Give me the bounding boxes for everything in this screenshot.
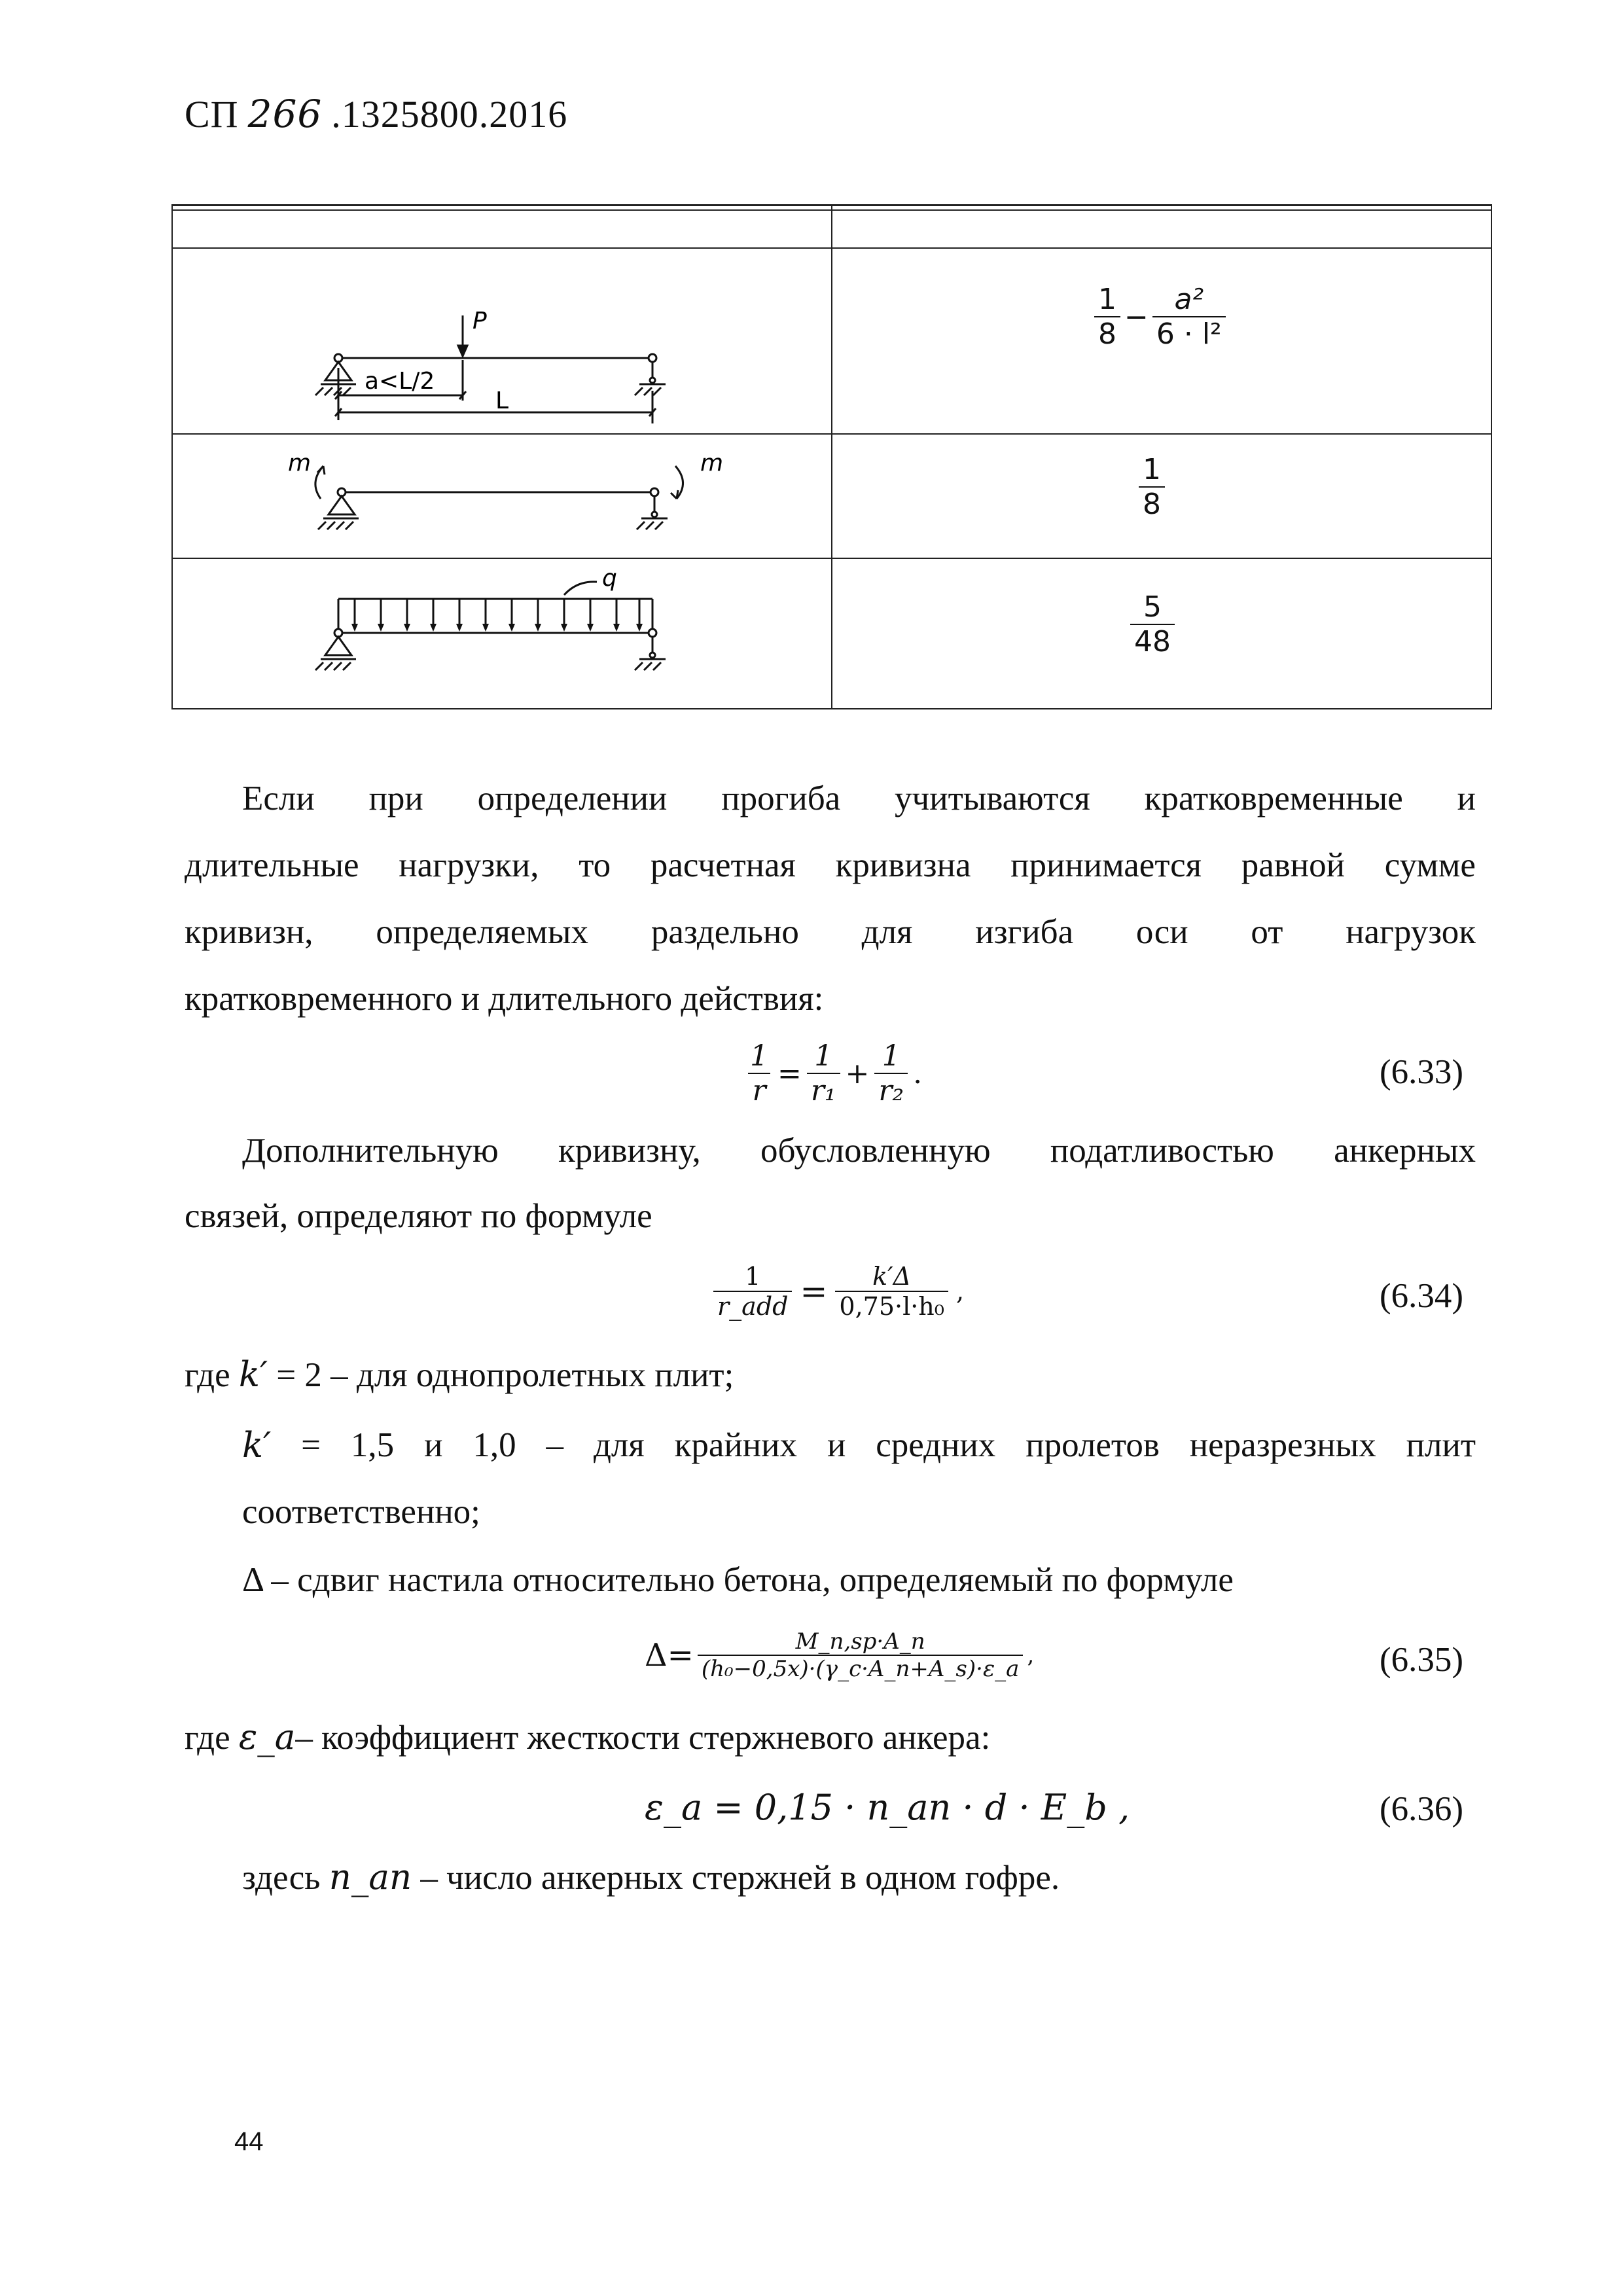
paragraph1-line1: Если при определении прогиба учитываются кратковременные и bbox=[242, 780, 1476, 817]
minus-sign: − bbox=[1124, 300, 1149, 334]
deflection-coefficient-table bbox=[171, 204, 1492, 709]
frac2-den: 6 · l² bbox=[1152, 316, 1226, 351]
beam-uniform-load-diagram bbox=[302, 561, 760, 706]
paragraph1-line4: кратковременного и длительного действия: bbox=[185, 980, 824, 1018]
coefficient-row1 bbox=[1094, 283, 1226, 351]
coefficient-row2 bbox=[1139, 453, 1165, 521]
equation-number-6-34: (6.34) bbox=[1380, 1277, 1464, 1315]
frac1-num: 1 bbox=[1098, 283, 1116, 316]
coefficient-row3 bbox=[1130, 590, 1175, 658]
span-label: L bbox=[495, 387, 509, 414]
frac-den: 8 bbox=[1139, 486, 1165, 521]
equation-6-35: Δ= $\frac{M\_n,sp\cdot A\_n}{\text{(h₀−0,5x)·(γ\_c·A\_n+A\_s)·ε\_a}}$ , bbox=[645, 1628, 1035, 1682]
paragraph1-line2: длительные нагрузки, то расчетная кривизна принимается равной сумме bbox=[185, 846, 1476, 884]
frac-num: 1 bbox=[1143, 453, 1161, 486]
load-label-p: P bbox=[473, 308, 487, 334]
offset-label: a<L/2 bbox=[365, 368, 435, 395]
equation-number-6-35: (6.35) bbox=[1380, 1641, 1464, 1679]
page-number: 44 bbox=[234, 2127, 264, 2156]
load-label-q: q bbox=[602, 565, 617, 592]
equation-number-6-36: (6.36) bbox=[1380, 1790, 1464, 1828]
paragraph1-line3: кривизн, определяемых раздельно для изгиба оси от нагрузок bbox=[185, 913, 1476, 951]
definition-k-single-span: где k′ = 2 – для однопролетных плит; bbox=[185, 1355, 734, 1395]
frac1-den: 8 bbox=[1094, 316, 1120, 351]
beam-point-load-diagram bbox=[302, 250, 760, 430]
definition-epsilon: где ε_a– коэффициент жесткости стержневого анкера: bbox=[185, 1717, 991, 1757]
handwritten-number: 266 bbox=[247, 92, 323, 136]
definition-k-continuous-line2: соответственно; bbox=[242, 1493, 480, 1531]
definition-k-continuous-line1: k′ = 1,5 и 1,0 – для крайних и средних пролетов неразрезных плит bbox=[242, 1426, 1476, 1465]
equation-6-33: $\frac{1}{r}$ = $\frac{1}{\text{r₁}}$ + $\frac{1}{\text{r₂}}$ . bbox=[746, 1039, 922, 1107]
frac-den: 48 bbox=[1130, 624, 1175, 658]
code-suffix: .1325800.2016 bbox=[331, 93, 568, 135]
moment-label-right: m bbox=[700, 450, 724, 476]
equation-number-6-33: (6.33) bbox=[1380, 1053, 1464, 1091]
equation-6-34: $\frac{1}{\text{r\_add}}$ = $\frac{k'\Delta}{\text{0,75·l·h₀}}$ , bbox=[713, 1262, 964, 1321]
frac-num: 5 bbox=[1143, 590, 1162, 624]
beam-end-moments-diagram bbox=[250, 437, 787, 554]
paragraph2-line1: Дополнительную кривизну, обусловленную податливостью анкерных bbox=[242, 1132, 1476, 1170]
moment-label-left: m bbox=[288, 450, 312, 476]
document-code bbox=[185, 92, 567, 136]
equation-6-36: ε_a = 0,15 · n_an · d · E_b , bbox=[645, 1787, 1130, 1828]
code-prefix: СП bbox=[185, 93, 239, 135]
frac2-num: a² bbox=[1174, 283, 1204, 316]
definition-n-an: здесь n_an – число анкерных стержней в одном гофре. bbox=[242, 1857, 1060, 1897]
paragraph2-line2: связей, определяют по формуле bbox=[185, 1197, 652, 1235]
definition-delta: Δ – сдвиг настила относительно бетона, определяемый по формуле bbox=[242, 1561, 1234, 1599]
